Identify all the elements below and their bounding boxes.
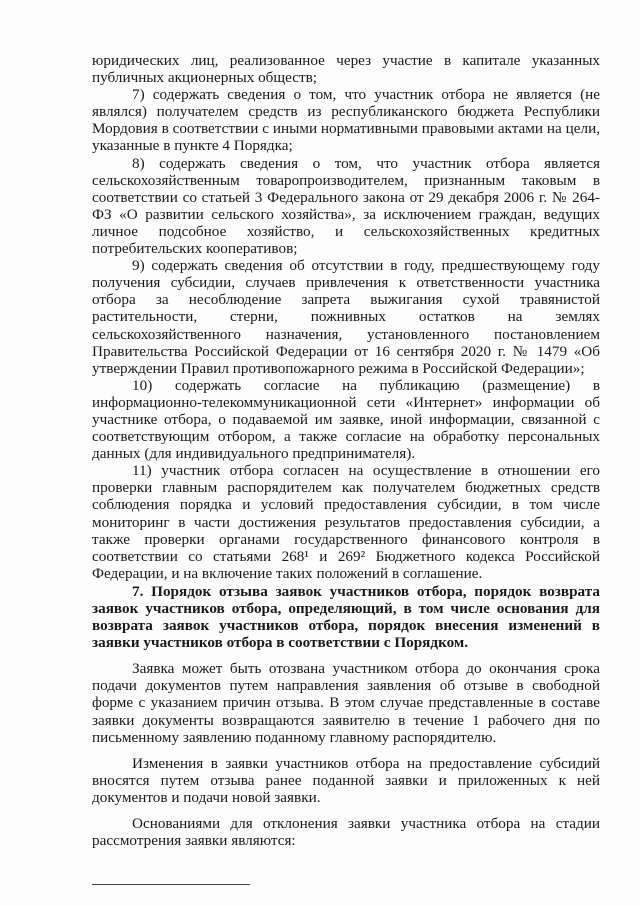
- paragraph-item-11: 11) участник отбора согласен на осуществление в отношении его проверки главным распорядителем как получателем бюджетных средств соблюдения порядка и условий предоставления субсидии, в том числе мониторинг в части достижения результатов предоставления субсидии, а также проверки органами государственного финансового контроля в соответствии со статьями 268¹ и 269² Бюджетного кодекса Российской Федерации, и на включение таких положений в соглашение.: [92, 462, 600, 582]
- paragraph-changes: Изменения в заявки участников отбора на предоставление субсидий вносятся путем отзыва ранее поданной заявки и приложенных к ней документов и подачи новой заявки.: [92, 754, 600, 806]
- footnote-divider: [92, 884, 250, 885]
- paragraph-item-9: 9) содержать сведения об отсутствии в году, предшествующему году получения субсидии, случаев привлечения к ответственности участника отбора за несоблюдение запрета выжигания сухой травянистой растительности, стерни, пожнивных остатков на землях сельскохозяйственного назначения, установленного постановлением Правительства Российской Федерации от 16 сентября 2020 г. № 1479 «Об утверждении Правил противопожарного режима в Российской Федерации»;: [92, 257, 600, 377]
- paragraph-continuation: юридических лиц, реализованное через участие в капитале указанных публичных акционерных обществ;: [92, 52, 600, 87]
- paragraph-item-7: 7) содержать сведения о том, что участник отбора не является (не являлся) получателем средств из республиканского бюджета Республики Мордовия в соответствии с иными нормативными правовыми актами на цели, указанные в пункте 4 Порядка;: [92, 86, 600, 155]
- paragraph-rejection-grounds: Основаниями для отклонения заявки участника отбора на стадии рассмотрения заявки являются:: [92, 815, 600, 850]
- paragraph-item-10: 10) содержать согласие на публикацию (размещение) в информационно-телекоммуникационной сети «Интернет» информации об участнике отбора, о подаваемой им заявке, иной информации, связанной с соответствующим отбором, а также согласие на обработку персональных данных (для индивидуального предпринимателя).: [92, 376, 600, 463]
- paragraph-withdrawal: Заявка может быть отозвана участником отбора до окончания срока подачи документов путем направления заявления об отзыве в свободной форме с указанием причин отзыва. В этом случае представленные в составе заявки документы возвращаются заявителю в течение 1 рабочего дня по письменному заявлению поданному главному распорядителю.: [92, 660, 600, 746]
- document-body: [92, 52, 600, 849]
- section-heading: 7. Порядок отзыва заявок участников отбора, порядок возврата заявок участников отбора, определяющий, в том числе основания для возврата заявок участников отбора, порядок внесения изменений в заявки участников отбора в соответствии с Порядком.: [92, 582, 600, 652]
- paragraph-item-8: 8) содержать сведения о том, что участник отбора является сельскохозяйственным товаропроизводителем, признанным таковым в соответствии со статьей 3 Федерального закона от 29 декабря 2006 г. № 264-ФЗ «О развитии сельского хозяйства», за исключением граждан, ведущих личное подсобное хозяйство, и сельскохозяйственных кредитных потребительских кооперативов;: [92, 154, 600, 258]
